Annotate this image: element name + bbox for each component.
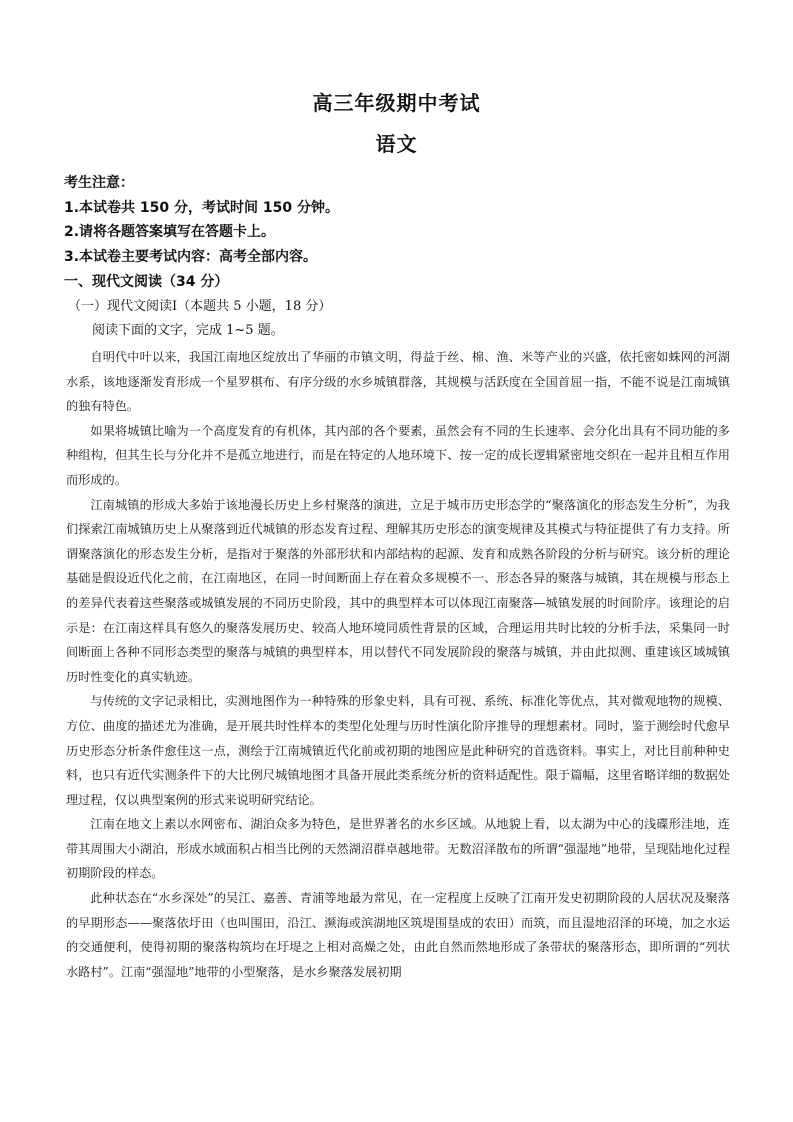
passage-paragraph: 此种状态在“水乡深处”的吴江、嘉善、青浦等地最为常见，在一定程度上反映了江南开发史初期阶段的人居状况及聚落的早期形态——聚落依圩田（也叫围田，沿江、濒海或滨湖地区筑堤围垦成的农田）而筑，而且湿地沼泽的环境，加之水运的交通便利，使得初期的聚落构筑均在圩堤之上相对高燥之处，由此自然而然地形成了条带状的聚落形态，即所谓的“列状水路村”。江南“强湿地”地带的小型聚落，是水乡聚落发展初期: [66, 891, 730, 979]
passage-paragraph: 江南城镇的形成大多始于该地漫长历史上乡村聚落的演进，立足于城市历史形态学的“聚落演化的形态发生分析”，为我们探索江南城镇历史上从聚落到近代城镇的形态发育过程、理解其历史形态的演变规律及其模式与特征提供了有力支持。所谓聚落演化的形态发生分析，是指对于聚落的外部形状和内部结构的起源、发育和成熟各阶段的分析与研究。该分析的理论基础是假设近代化之前，在江南地区，在同一时间断面上存在着众多规模不一、形态各异的聚落与城镇，其在规模与形态上的差异代表着这些聚落或城镇发展的不同历史阶段，其中的典型样本可以体现江南聚落—城镇发展的时间阶序。该理论的启示是：在江南这样具有悠久的聚落发展历史、较高人地环境同质性背景的区域，合理运用共时比较的分析手法，采集同一时间断面上各种不同形态类型的聚落与城镇的典型样本，用以替代不同发展阶段的聚落与城镇，并由此拟测、重建该区域城镇历时性变化的真实轨迹。: [66, 497, 730, 684]
notice-item: 2.请将各题答案填写在答题卡上。: [64, 224, 276, 240]
passage-paragraph: 江南在地文上素以水网密布、湖泊众多为特色，是世界著名的水乡区域。从地貌上看，以太湖为中心的浅碟形洼地，连带其周围大小湖泊，形成水域面积占相当比例的天然湖沼群卓越地带。无数沼泽散布的所谓“强湿地”地带，呈现陆地化过程初期阶段的样态。: [66, 817, 730, 881]
passage-paragraph: 如果将城镇比喻为一个高度发育的有机体，其内部的各个要素，虽然会有不同的生长速率、会分化出具有不同功能的多种组构，但其生长与分化并不是孤立地进行，而是在特定的人地环境下、按一定的成长逻辑紧密地交织在一起并且相互作用而形成的。: [66, 423, 730, 487]
exam-title: 高三年级期中考试: [312, 91, 481, 115]
subject-title: 语文: [375, 132, 418, 156]
notice-heading: 考生注意：: [64, 175, 134, 191]
reading-passage: [66, 345, 730, 984]
reading-instruction: 阅读下面的文字，完成 1~5 题。: [92, 323, 284, 338]
notice-item: 3.本试卷主要考试内容：高考全部内容。: [64, 249, 318, 265]
subsection-title: （一）现代文阅读Ⅰ（本题共 5 小题，18 分）: [68, 299, 332, 314]
passage-paragraph: 自明代中叶以来，我国江南地区绽放出了华丽的市镇文明，得益于丝、棉、渔、米等产业的兴盛，依托密如蛛网的河湖水系，该地逐渐发育形成一个星罗棋布、有序分级的水乡城镇群落，其规模与活跃度在全国首屈一指，不能不说是江南城镇的独有特色。: [66, 350, 730, 414]
notice-item: 1.本试卷共 150 分，考试时间 150 分钟。: [64, 200, 340, 216]
section-title: 一、现代文阅读（34 分）: [64, 274, 229, 290]
passage-paragraph: 与传统的文字记录相比，实测地图作为一种特殊的形象史料，具有可视、系统、标准化等优点，其对微观地物的规模、方位、曲度的描述尤为准确，是开展共时性样本的类型化处理与历时性演化阶序推导的理想素材。同时，鉴于测绘时代愈早历史形态分析条件愈佳这一点，测绘于江南城镇近代化前或初期的地图应是此种研究的首选资料。事实上，对比目前种种史料，也只有近代实测条件下的大比例尺城镇地图才具备开展此类系统分析的资料适配性。限于篇幅，这里省略详细的数据处理过程，仅以典型案例的形式来说明研究结论。: [66, 694, 730, 807]
